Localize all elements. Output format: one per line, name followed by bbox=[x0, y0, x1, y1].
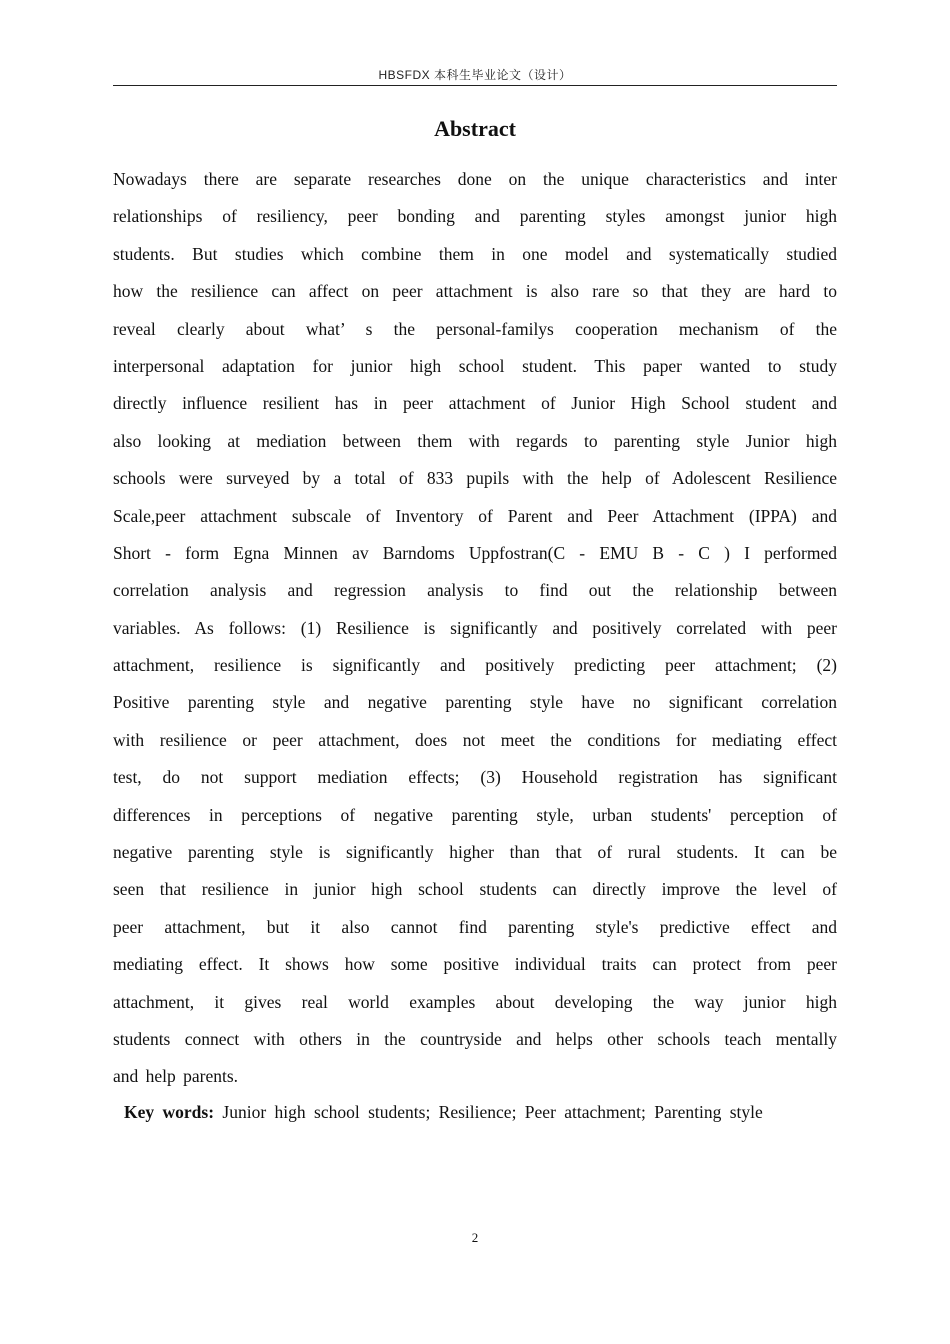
keywords-text: Junior high school students; Resilience; Peer attachment; Parenting style bbox=[222, 1102, 763, 1122]
abstract-line: mediating effect. It shows how some positive individual traits can protect from peer bbox=[113, 954, 837, 975]
abstract-body bbox=[113, 161, 837, 1096]
abstract-line: schools were surveyed by a total of 833 pupils with the help of Adolescent Resilience bbox=[113, 468, 837, 489]
abstract-line: variables. As follows: (1) Resilience is significantly and positively correlated with peer bbox=[113, 617, 837, 638]
page-number: 2 bbox=[471, 1230, 479, 1245]
abstract-line: students connect with others in the countryside and helps other schools teach mentally bbox=[113, 1028, 837, 1049]
abstract-title: Abstract bbox=[434, 116, 516, 141]
abstract-line: attachment, it gives real world examples about developing the way junior high bbox=[113, 991, 837, 1012]
abstract-line: Short - form Egna Minnen av Barndoms Uppfostran(C - EMU B - C ) I performed bbox=[113, 542, 837, 563]
page-header: HBSFDX 本科生毕业论文（设计） bbox=[378, 68, 572, 82]
header-rule bbox=[113, 85, 837, 86]
abstract-line: how the resilience can affect on peer attachment is also rare so that they are hard to bbox=[113, 281, 837, 302]
keywords-line bbox=[124, 1094, 837, 1131]
abstract-line: correlation analysis and regression analysis to find out the relationship between bbox=[113, 580, 837, 601]
abstract-line: peer attachment, but it also cannot find parenting style's predictive effect and bbox=[113, 916, 837, 937]
abstract-line: interpersonal adaptation for junior high school student. This paper wanted to study bbox=[113, 355, 837, 376]
abstract-line: Positive parenting style and negative parenting style have no significant correlation bbox=[113, 692, 837, 713]
abstract-line: attachment, resilience is significantly and positively predicting peer attachment; (2) bbox=[113, 655, 837, 676]
abstract-line: Scale,peer attachment subscale of Inventory of Parent and Peer Attachment (IPPA) and bbox=[113, 505, 837, 526]
abstract-line: directly influence resilient has in peer attachment of Junior High School student and bbox=[113, 393, 837, 414]
abstract-line: Nowadays there are separate researches done on the unique characteristics and inter bbox=[113, 169, 837, 189]
abstract-line: with resilience or peer attachment, does not meet the conditions for mediating effect bbox=[113, 729, 837, 750]
abstract-line: and help parents. bbox=[113, 1066, 239, 1087]
abstract-line: students. But studies which combine them in one model and systematically studied bbox=[113, 243, 837, 264]
abstract-line: seen that resilience in junior high school students can directly improve the level of bbox=[113, 879, 837, 900]
abstract-line: test, do not support mediation effects; (3) Household registration has significant bbox=[113, 767, 837, 788]
abstract-line: relationships of resiliency, peer bonding and parenting styles amongst junior high bbox=[113, 206, 837, 227]
keywords-label: Key words: bbox=[124, 1102, 215, 1122]
abstract-line: negative parenting style is significantly higher than that of rural students. It can be bbox=[113, 842, 837, 863]
abstract-line: differences in perceptions of negative parenting style, urban students' perception of bbox=[113, 804, 837, 825]
abstract-line: also looking at mediation between them with regards to parenting style Junior high bbox=[113, 430, 837, 451]
abstract-line: reveal clearly about what’ s the personal-familys cooperation mechanism of the bbox=[113, 318, 837, 339]
